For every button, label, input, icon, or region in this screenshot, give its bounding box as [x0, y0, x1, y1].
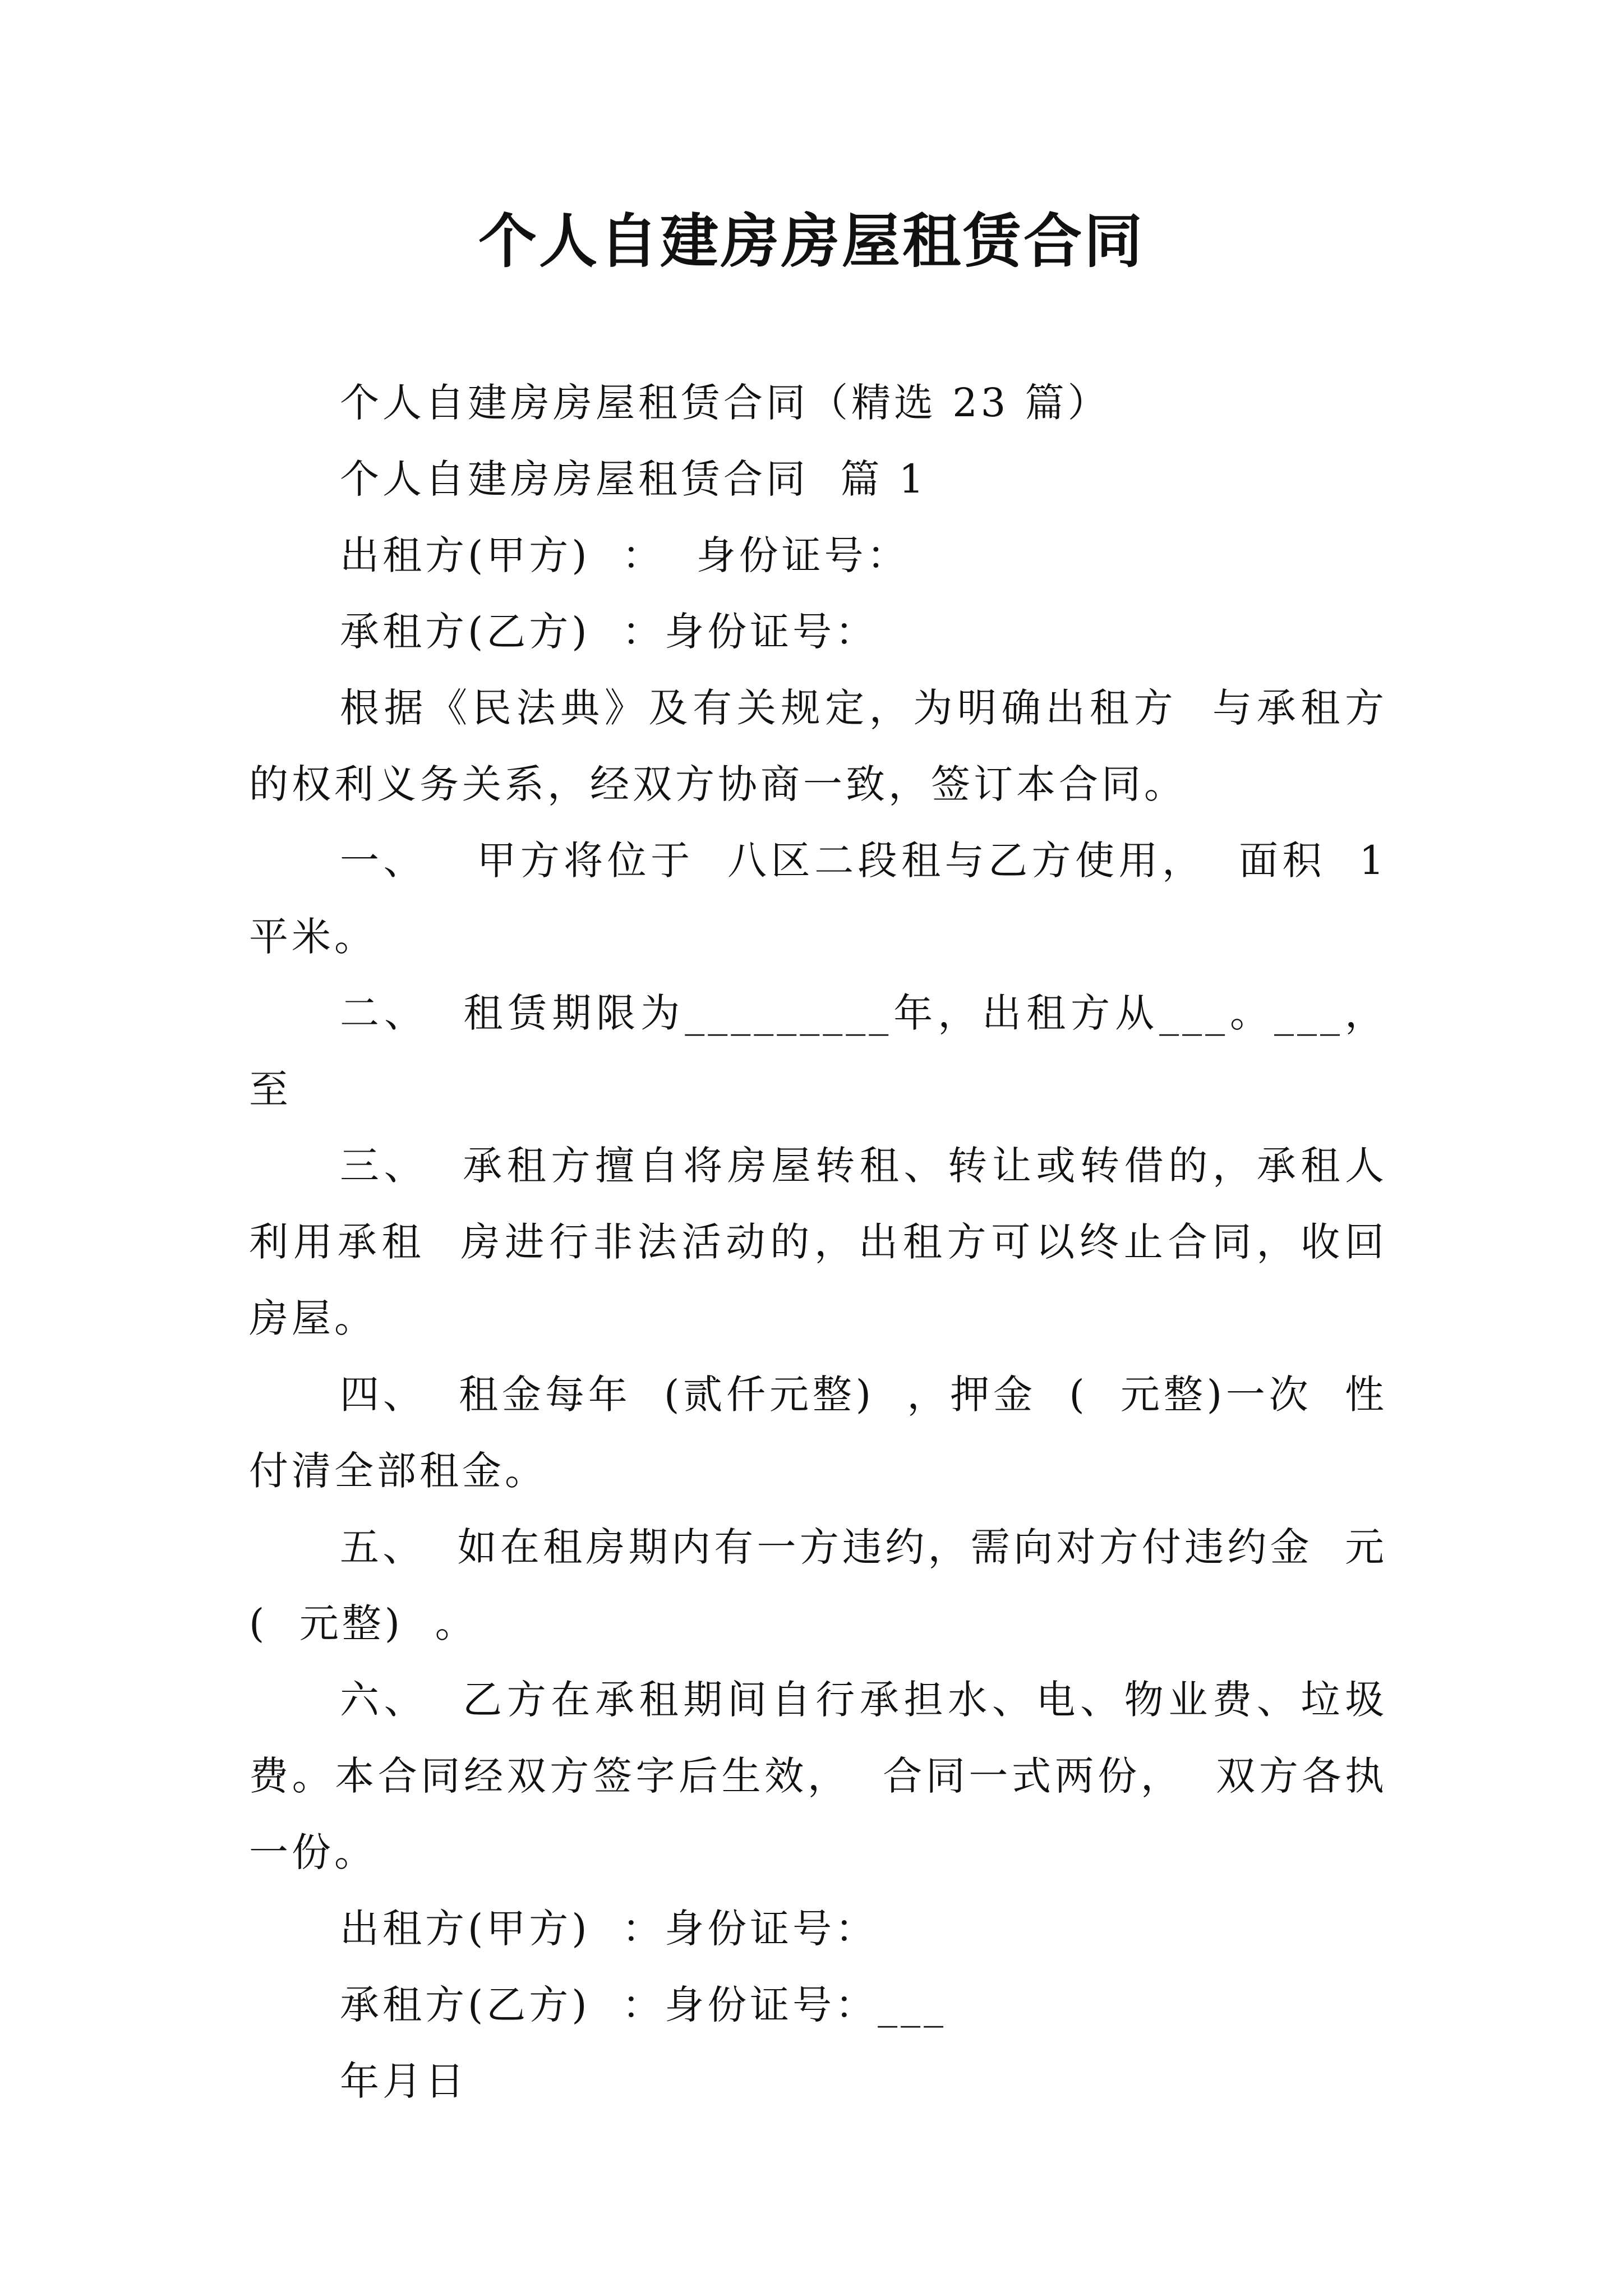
document-body [249, 365, 1404, 2119]
paragraph-signature-lessee: 承租方(乙方) ：身份证号：___ [340, 1982, 947, 2028]
paragraph-clause-5: 五、 如在租房期内有一方违约，需向对方付违约金 元( 元整) 。 [249, 1524, 1387, 1646]
paragraph-clause-3: 三、 承租方擅自将房屋转租、转让或转借的，承租人利用承租 房进行非法活动的，出租方可以终止合同，收回房屋。 [249, 1143, 1387, 1341]
paragraph-lessor-id: 出租方(甲方) ： 身份证号： [340, 532, 910, 578]
paragraph-subtitle: 个人自建房房屋租赁合同（精选 23 篇） [340, 380, 1110, 426]
paragraph-preamble: 根据《民法典》及有关规定，为明确出租方 与承租方的权利义务关系，经双方协商一致，签订本合同。 [249, 685, 1387, 807]
paragraph-clause-1: 一、 甲方将位于 八区二段租与乙方使用， 面积 1 平米。 [249, 838, 1404, 960]
paragraph-clause-2: 二、 租赁期限为_________年，出租方从___。___，至 [249, 990, 1387, 1112]
paragraph-date: 年月日 [340, 2058, 468, 2104]
paragraph-section-heading: 个人自建房房屋租赁合同 篇 1 [340, 456, 928, 502]
paragraph-clause-4: 四、 租金每年 (贰仟元整) ，押金 ( 元整)一次 性付清全部租金。 [249, 1372, 1387, 1494]
document-title: 个人自建房房屋租赁合同 [478, 206, 1145, 275]
paragraph-signature-lessor: 出租方(甲方) ：身份证号： [340, 1906, 878, 1952]
paragraph-lessee-id: 承租方(乙方) ：身份证号： [340, 609, 878, 655]
paragraph-clause-6: 六、 乙方在承租期间自行承担水、电、物业费、垃圾费。本合同经双方签字后生效， 合同一式两份， 双方各执一份。 [249, 1677, 1387, 1875]
